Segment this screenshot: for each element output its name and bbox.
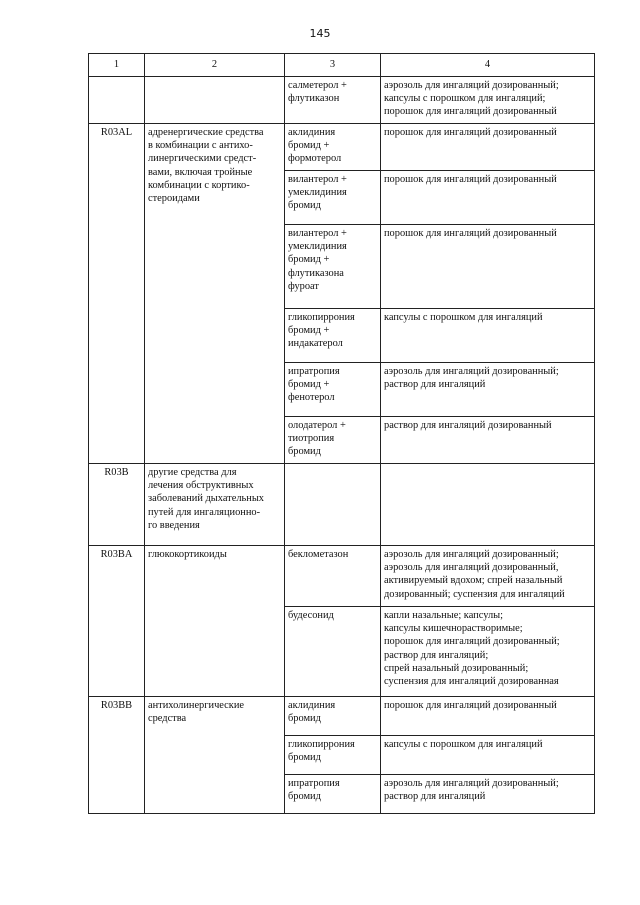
group-cell: другие средства для лечения обструктивных заболеваний дыхательных путей для ингаляционно- го введения [145, 464, 285, 546]
group-cell [145, 77, 285, 124]
page-number: 145 [309, 27, 331, 40]
atc-code-cell: R03BB [89, 697, 145, 814]
drug-cell: ипратропия бромид + фенотерол [285, 363, 381, 417]
drug-cell: будесонид [285, 607, 381, 697]
atc-code-cell [89, 77, 145, 124]
column-header: 2 [145, 54, 285, 77]
group-cell: адренергические средства в комбинации с антихо- линергическими средст- вами, включая тройные комбинации с кортико- стероидами [145, 124, 285, 464]
drug-cell [285, 464, 381, 546]
drug-cell: олодатерол + тиотропия бромид [285, 417, 381, 464]
dosage-forms-cell: порошок для ингаляций дозированный [381, 697, 595, 736]
drug-classification-table [88, 53, 595, 814]
column-header: 3 [285, 54, 381, 77]
dosage-forms-cell: капли назальные; капсулы; капсулы кишечнорастворимые; порошок для ингаляций дозированный; раствор для ингаляций; спрей назальный дозированный; суспензия для ингаляций дозированная [381, 607, 595, 697]
atc-code-cell: R03BA [89, 546, 145, 697]
dosage-forms-cell: капсулы с порошком для ингаляций [381, 736, 595, 775]
table-row [89, 546, 595, 607]
drug-cell: гликопиррония бромид + индакатерол [285, 309, 381, 363]
drug-cell: ипратропия бромид [285, 775, 381, 814]
table-header-row [89, 54, 595, 77]
table-row [89, 77, 595, 124]
group-cell: антихолинергические средства [145, 697, 285, 814]
dosage-forms-cell: аэрозоль для ингаляций дозированный; раствор для ингаляций [381, 363, 595, 417]
drug-cell: беклометазон [285, 546, 381, 607]
dosage-forms-cell: порошок для ингаляций дозированный [381, 124, 595, 171]
drug-cell: салметерол + флутиказон [285, 77, 381, 124]
table-row [89, 697, 595, 736]
dosage-forms-cell: порошок для ингаляций дозированный [381, 225, 595, 309]
drug-cell: гликопиррония бромид [285, 736, 381, 775]
dosage-forms-cell: аэрозоль для ингаляций дозированный; капсулы с порошком для ингаляций; порошок для ингаляций дозированный [381, 77, 595, 124]
dosage-forms-cell [381, 464, 595, 546]
dosage-forms-cell: аэрозоль для ингаляций дозированный; раствор для ингаляций [381, 775, 595, 814]
drug-cell: аклидиния бромид + формотерол [285, 124, 381, 171]
dosage-forms-cell: раствор для ингаляций дозированный [381, 417, 595, 464]
table-row [89, 464, 595, 546]
group-cell: глюкокортикоиды [145, 546, 285, 697]
dosage-forms-cell: аэрозоль для ингаляций дозированный; аэрозоль для ингаляций дозированный, активируемый вдохом; спрей назальный дозированный; суспензия для ингаляций [381, 546, 595, 607]
drug-cell: аклидиния бромид [285, 697, 381, 736]
drug-cell: вилантерол + умеклидиния бромид + флутиказона фуроат [285, 225, 381, 309]
dosage-forms-cell: капсулы с порошком для ингаляций [381, 309, 595, 363]
table-row [89, 124, 595, 171]
atc-code-cell: R03B [89, 464, 145, 546]
column-header: 4 [381, 54, 595, 77]
drug-cell: вилантерол + умеклидиния бромид [285, 171, 381, 225]
column-header: 1 [89, 54, 145, 77]
atc-code-cell: R03AL [89, 124, 145, 464]
dosage-forms-cell: порошок для ингаляций дозированный [381, 171, 595, 225]
